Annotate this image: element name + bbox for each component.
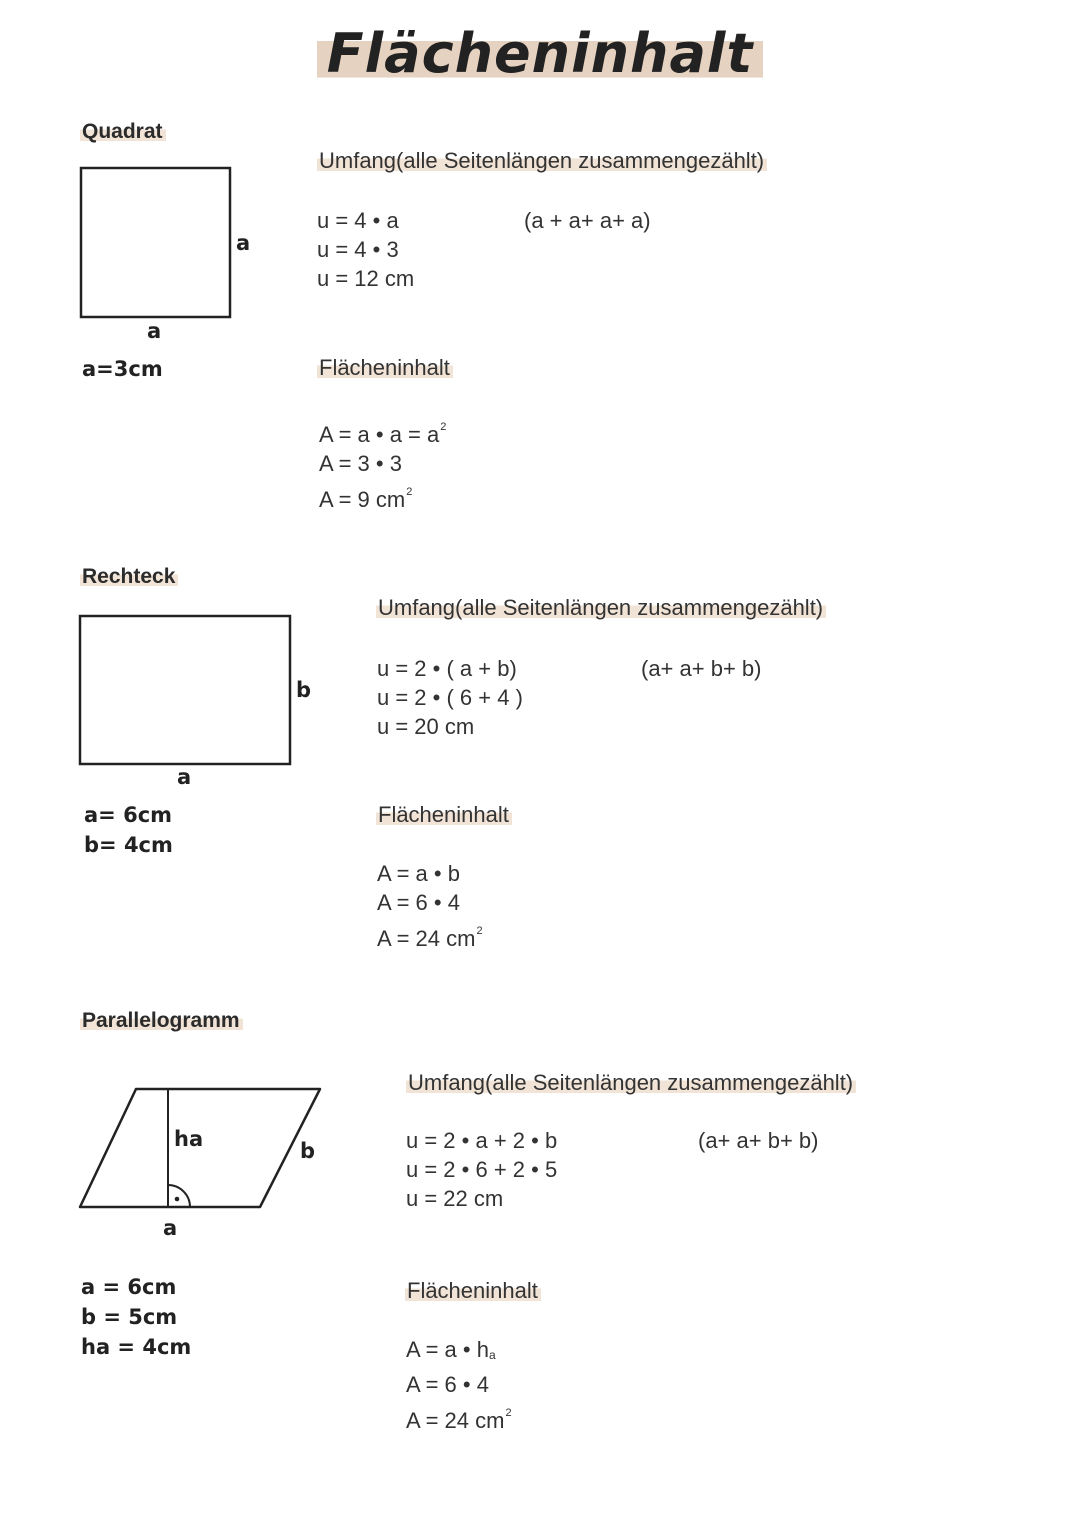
parallelogramm-umfang-line-2: u = 2 • 6 + 2 • 5 [406, 1157, 558, 1182]
quadrat-flaeche-line-3: A = 9 $cm^2$ [319, 486, 413, 512]
square-shape [78, 165, 238, 323]
parallelogramm-given-a: a = 6cm [81, 1275, 177, 1299]
parallelogramm-flaeche-line-1: A = a • $h_a$ [406, 1337, 496, 1362]
rechteck-umfang-formulas [377, 654, 523, 741]
quadrat-umfang-line-2: u = 4 • 3 [317, 237, 399, 262]
parallelogramm-flaeche-heading: Flächeninhalt [405, 1278, 541, 1304]
rechteck-flaeche-formulas [377, 859, 483, 953]
rechteck-umfang-note: (a+ a+ b+ b) [641, 656, 762, 681]
rechteck-heading: Rechteck [80, 565, 178, 589]
square-bottom-label: a [147, 319, 162, 343]
parallelogramm-heading: Parallelogramm [80, 1009, 243, 1033]
quadrat-umfang-note: (a + a+ a+ a) [524, 208, 651, 233]
parallelogramm-flaeche-formulas [406, 1335, 512, 1435]
parallelogram-bottom-label: a [163, 1216, 178, 1240]
quadrat-flaeche-formulas [319, 413, 446, 514]
rechteck-given-a: a= 6cm [84, 803, 173, 827]
parallelogramm-umfang-line-3: u = 22 cm [406, 1186, 504, 1211]
quadrat-flaeche-line-1: A = a • $a = a^2$ [319, 421, 447, 447]
rechteck-umfang-line-1: u = 2 • ( a + b) [377, 656, 517, 681]
rechteck-flaeche-line-1: A = a • b [377, 861, 460, 886]
quadrat-umfang-line-3: u = 12 cm [317, 266, 415, 291]
quadrat-umfang-line-1: u = 4 • a [317, 208, 399, 233]
parallelogramm-given-values [81, 1272, 191, 1362]
square-side-label: a [236, 231, 251, 255]
parallelogramm-umfang-note: (a+ a+ b+ b) [698, 1128, 819, 1153]
page-title-text: Flächeninhalt [317, 22, 764, 85]
rectangle-side-label: b [296, 678, 312, 702]
parallelogramm-given-ha: ha = 4cm [81, 1335, 192, 1359]
rechteck-flaeche-line-3: A = 24 $cm^2$ [377, 925, 483, 951]
quadrat-flaeche-line-2: A = 3 • 3 [319, 451, 402, 476]
quadrat-flaeche-heading: Flächeninhalt [317, 355, 453, 381]
rechteck-flaeche-heading: Flächeninhalt [376, 802, 512, 828]
rectangle-shape [77, 612, 297, 770]
rechteck-given-values [84, 800, 173, 860]
quadrat-heading: Quadrat [80, 120, 166, 144]
parallelogram-height-label: ha [174, 1127, 204, 1151]
parallelogramm-given-b: b = 5cm [81, 1305, 178, 1329]
rechteck-umfang-heading: Umfang(alle Seitenlängen zusammengezählt) [376, 595, 826, 621]
parallelogramm-umfang-line-1: u = 2 • a + 2 • b [406, 1128, 558, 1153]
rechteck-flaeche-line-2: A = 6 • 4 [377, 890, 460, 915]
quadrat-umfang-formulas [317, 206, 414, 293]
parallelogramm-umfang-formulas [406, 1126, 557, 1213]
parallelogramm-flaeche-line-3: A = 24 $cm^2$ [406, 1407, 512, 1433]
parallelogram-side-label: b [300, 1139, 316, 1163]
rectangle-bottom-label: a [177, 765, 192, 789]
parallelogramm-umfang-heading: Umfang(alle Seitenlängen zusammengezählt) [406, 1070, 856, 1096]
quadrat-given-a: a=3cm [82, 357, 163, 381]
rechteck-umfang-line-3: u = 20 cm [377, 714, 475, 739]
page-title [0, 22, 1080, 85]
rechteck-given-b: b= 4cm [84, 833, 173, 857]
rechteck-umfang-line-2: u = 2 • ( 6 + 4 ) [377, 685, 523, 710]
quadrat-given-values [82, 354, 163, 384]
quadrat-umfang-heading: Umfang(alle Seitenlängen zusammengezählt) [317, 148, 767, 174]
parallelogramm-flaeche-line-2: A = 6 • 4 [406, 1372, 489, 1397]
